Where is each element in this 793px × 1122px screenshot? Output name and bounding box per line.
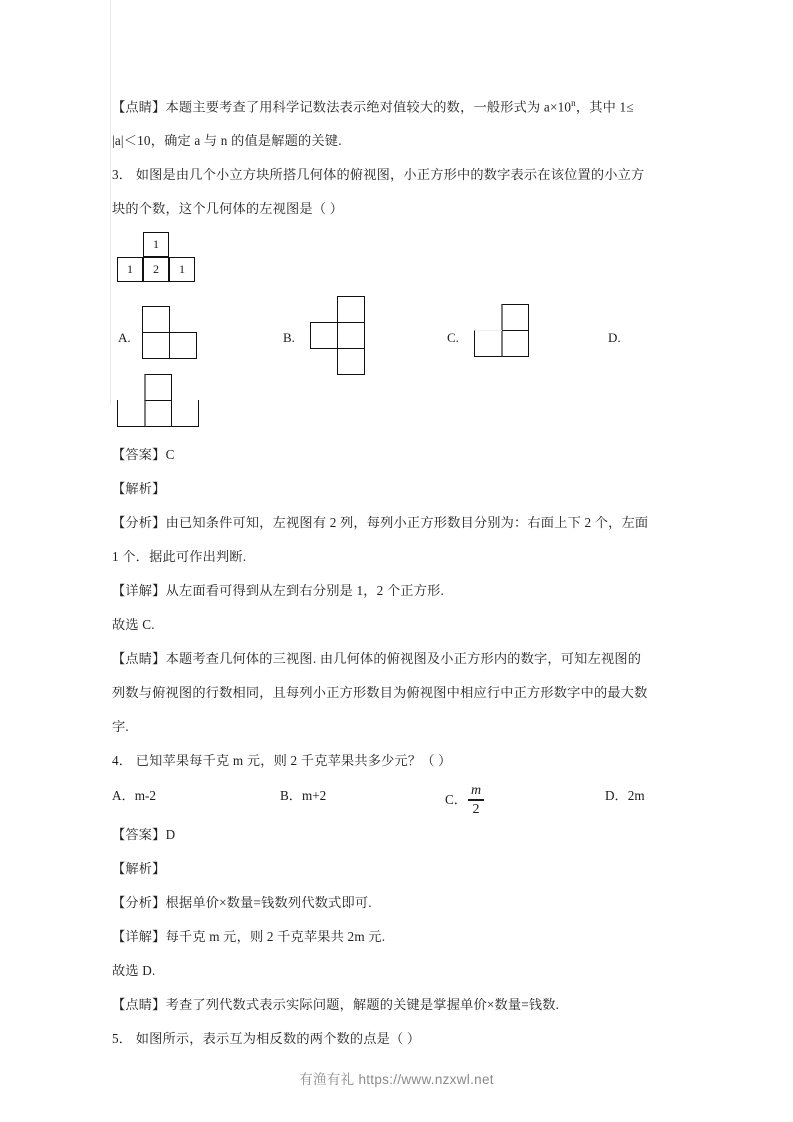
q3-option-b-label: B. [283, 330, 295, 346]
q3-option-c-figure [474, 304, 536, 362]
q4-tip-text: 考查了列代数式表示实际问题，解题的关键是掌握单价×数量=钱数. [165, 997, 560, 1013]
q3-answer-value: C [165, 447, 175, 463]
figure-cell [169, 332, 197, 359]
q4-choice-d [605, 778, 645, 814]
q3-option-d-figure [117, 374, 680, 438]
topview-cell: 2 [143, 257, 169, 282]
q4-choice-c-fraction [468, 783, 484, 817]
q3-tip-text-1: 本题考查几何体的三视图. 由几何体的俯视图及小正方形内的数字，可知左视图的 [165, 651, 642, 667]
q4-choice-c-key: C． [445, 792, 467, 808]
topview-cell: 1 [169, 257, 195, 282]
q4-choice-b-text: m+2 [301, 788, 327, 804]
figure-cell [171, 400, 199, 427]
q3-option-a-label: A. [118, 330, 131, 346]
topview-cell: 1 [117, 257, 143, 282]
q2-tip-text: 【点睛】本题主要考查了用科学记数法表示绝对值较大的数，一般形式为 a×10 [112, 99, 572, 115]
q5-number: 5． [112, 1031, 133, 1047]
page-margin-rule [110, 0, 111, 405]
footer-brand: 有渔有礼 [299, 1072, 355, 1087]
q4-analysis-label: 【解析】 [112, 861, 166, 877]
q3-option-a-figure [142, 306, 202, 362]
q4-choice-d-key: D． [605, 788, 628, 804]
q3-topview-figure [117, 232, 680, 290]
q4-choices-row [112, 778, 680, 818]
q4-stem-line [112, 744, 680, 778]
q3-option-b-figure [310, 296, 370, 380]
q3-detail-line [112, 574, 680, 608]
figure-cell [142, 306, 170, 333]
q4-choice-b-key: B． [280, 788, 302, 804]
figure-cell [337, 322, 365, 349]
q4-analysis-line [112, 886, 680, 920]
q4-choice-a-text: m-2 [134, 788, 156, 804]
q4-choice-d-text: 2m [627, 788, 645, 804]
q4-choice-c [445, 784, 485, 818]
q3-stem-line-1 [112, 158, 680, 192]
q4-tip-line [112, 988, 680, 1022]
figure-cell [144, 374, 172, 401]
q3-tip-line-3: 字. [112, 719, 129, 735]
figure-cell [310, 322, 338, 349]
footer-url: https://www.nzxwl.net [358, 1072, 494, 1087]
figure-cell [117, 400, 145, 427]
q4-detail-text: 每千克 m 元，则 2 千克苹果共 2m 元. [165, 929, 386, 945]
q3-tip-head: 【点睛】 [112, 651, 166, 667]
q5-stem-text: 如图所示，表示互为相反数的两个数的点是（ ） [135, 1031, 421, 1047]
q3-tip-line-1 [112, 642, 680, 676]
q4-stem-text: 已知苹果每千克 m 元，则 2 千克苹果共多少元？（ ） [135, 753, 452, 769]
q3-analysis-label: 【解析】 [112, 481, 166, 497]
q4-analysis-head: 【分析】 [112, 895, 166, 911]
topview-cell: 1 [143, 232, 169, 257]
q3-answer-label: 【答案】 [112, 447, 166, 463]
q5-stem-line [112, 1022, 680, 1056]
q4-detail-head: 【详解】 [112, 929, 166, 945]
q2-tip-line-2: |a|＜10，确定 a 与 n 的值是解题的关键. [112, 133, 342, 149]
q4-answer-line [112, 818, 680, 852]
q3-analysis-head: 【分析】 [112, 515, 166, 531]
q3-answer-line [112, 438, 680, 472]
figure-cell [144, 400, 172, 427]
fraction-numerator: m [470, 783, 482, 799]
q3-options-row [112, 296, 680, 370]
q3-stem-line-2: 块的个数，这个几何体的左视图是（ ） [112, 201, 344, 217]
q2-tip-line-1 [112, 86, 680, 124]
q3-analysis-line-1 [112, 506, 680, 540]
figure-cell [474, 330, 502, 357]
figure-cell [501, 330, 529, 357]
q4-detail-line [112, 920, 680, 954]
q3-analysis-line-2: 1 个．据此可作出判断. [112, 549, 247, 565]
q3-conclusion: 故选 C. [112, 617, 155, 633]
q3-detail-head: 【详解】 [112, 583, 166, 599]
figure-cell [142, 332, 170, 359]
q4-answer-label: 【答案】 [112, 827, 166, 843]
q3-stem-text-1: 如图是由几个小立方块所搭几何体的俯视图，小正方形中的数字表示在该位置的小立方 [135, 167, 645, 183]
q3-option-c-label: C. [447, 330, 459, 346]
q3-option-d-label: D. [608, 330, 621, 346]
fraction-bar [468, 799, 484, 800]
q4-conclusion: 故选 D. [112, 963, 156, 979]
q3-number: 3． [112, 167, 133, 183]
q4-answer-value: D [165, 827, 176, 843]
q3-detail-text: 从左面看可得到从左到右分别是 1，2 个正方形. [165, 583, 445, 599]
q4-number: 4． [112, 753, 133, 769]
q2-tip-tail: ，其中 1≤ [575, 99, 634, 115]
q3-analysis-text-1: 由已知条件可知，左视图有 2 列，每列小正方形数目分别为：右面上下 2 个，左面 [165, 515, 649, 531]
figure-cell [337, 296, 365, 323]
document-content [112, 86, 680, 1056]
figure-cell [337, 348, 365, 375]
page-footer [0, 1068, 793, 1088]
figure-cell [501, 304, 529, 331]
q2-tip-exponent: n [571, 98, 576, 108]
q4-tip-head: 【点睛】 [112, 997, 166, 1013]
q3-tip-line-2: 列数与俯视图的行数相同，且每列小正方形数目为俯视图中相应行中正方形数字中的最大数 [112, 685, 648, 701]
q4-choice-b [280, 778, 326, 814]
q4-choice-a [112, 778, 156, 814]
q4-analysis-text: 根据单价×数量=钱数列代数式即可. [165, 895, 372, 911]
fraction-denominator: 2 [472, 801, 480, 817]
q4-choice-a-key: A． [112, 788, 135, 804]
